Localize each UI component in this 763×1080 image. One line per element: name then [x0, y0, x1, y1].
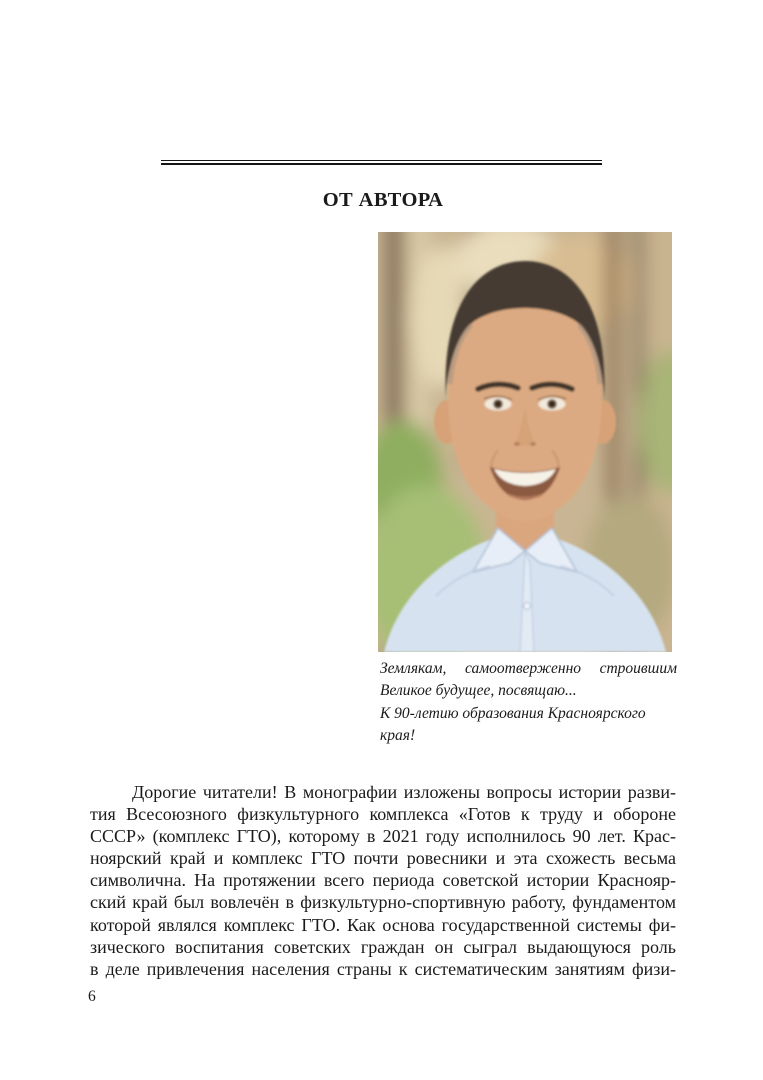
body-text-line: которой являлся комплекс ГТО. Как основа государственной системы фи- — [90, 914, 676, 935]
body-text-line: СССР» (комплекс ГТО), которому в 2021 году исполнилось 90 лет. Крас- — [90, 826, 676, 847]
dedication-line: Великое будущее, посвящаю... — [380, 682, 577, 700]
author-photo — [378, 232, 672, 652]
body-text-line: ноярский край и комплекс ГТО почти ровесники и эта схожесть весьма — [90, 848, 676, 869]
chapter-divider-rule — [161, 160, 602, 165]
body-text-line: символична. На протяжении всего периода советской истории Краснояр- — [90, 870, 676, 891]
body-text-line: тия Всесоюзного физкультурного комплекса «Готов к труду и обороне — [90, 804, 676, 825]
body-text-line: Дорогие читатели! В монографии изложены вопросы истории разви- — [132, 782, 676, 802]
body-text-line: в деле привлечения населения страны к систематическим занятиям физи- — [90, 958, 676, 979]
page-title: ОТ АВТОРА — [322, 189, 444, 211]
author-photo-image — [378, 232, 672, 652]
page-number: 6 — [88, 988, 96, 1005]
dedication — [380, 658, 677, 747]
body-text-line: зического воспитания советских граждан он сыграл выдающуюся роль — [90, 936, 676, 957]
body-text-line: ский край был вовлечён в физкультурно-спортивную работу, фундаментом — [90, 892, 676, 913]
body-paragraph — [90, 781, 676, 980]
dedication-line: К 90-летию образования Красноярского края! — [380, 704, 646, 744]
dedication-line: Землякам, самоотверженно строившим — [380, 660, 677, 677]
